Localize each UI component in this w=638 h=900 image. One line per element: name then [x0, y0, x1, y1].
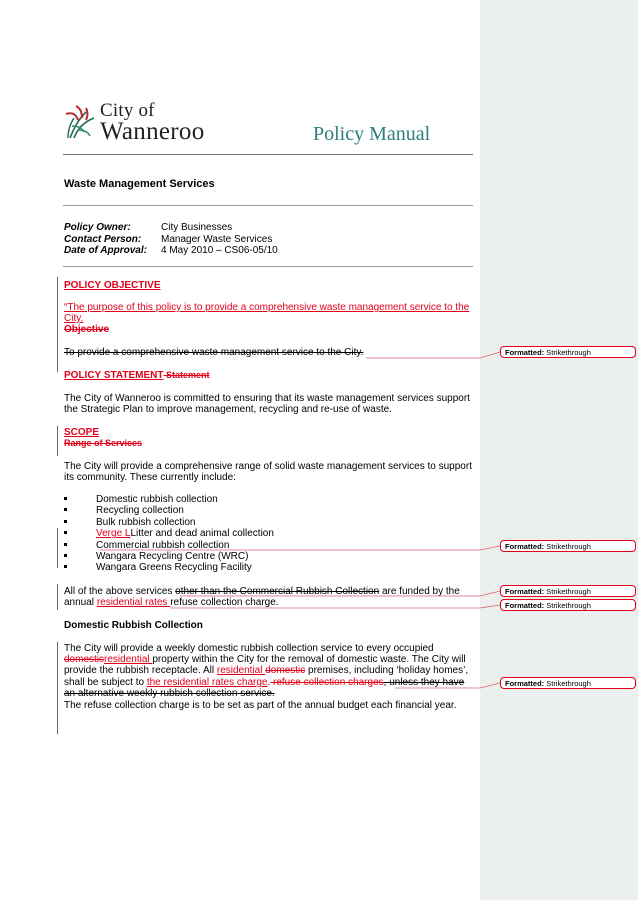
balloon-value: Strikethrough	[546, 679, 591, 688]
balloon-label: Formatted:	[505, 542, 545, 551]
deleted-text: , unless they have	[383, 677, 465, 688]
list-item-text: Wangara Greens Recycling Facility	[96, 562, 252, 574]
statement-text: the Strategic Plan to improve management, recycling and re-use of waste.	[64, 404, 392, 415]
document-title: Waste Management Services	[64, 178, 215, 190]
inserted-text: the residential rates charge	[146, 677, 268, 688]
objective-deleted-heading: Objective	[64, 324, 110, 335]
change-bar	[57, 277, 58, 372]
statement-text: The City of Wanneroo is committed to ensuring that its waste management services support	[64, 393, 470, 404]
bullet-icon	[64, 531, 67, 534]
funding-text-line2	[64, 597, 279, 608]
inserted-text: Verge L	[96, 528, 131, 540]
text-run: refuse collection charge.	[170, 597, 279, 608]
balloon-value: Strikethrough	[546, 587, 591, 596]
balloon-value: Strikethrough	[546, 542, 591, 551]
city-logo	[64, 100, 214, 146]
domestic-text	[64, 677, 464, 688]
header-divider	[63, 154, 473, 155]
markup-pane	[480, 0, 638, 900]
scope-text: its community. These currently include:	[64, 472, 236, 483]
bullet-icon	[64, 508, 67, 511]
bullet-icon	[64, 520, 67, 523]
statement-deleted-word	[163, 370, 209, 380]
bullet-icon	[64, 565, 67, 568]
scope-deleted-heading: Range of Services	[64, 438, 143, 448]
text-run: annual	[64, 597, 97, 608]
deleted-text: other than the Commercial Rubbish Collection	[175, 586, 380, 597]
scope-text: The City will provide a comprehensive range of solid waste management services to support	[64, 461, 472, 472]
statement-heading: POLICY STATEMENT	[64, 370, 164, 381]
comment-balloon[interactable]	[500, 540, 636, 552]
change-bar	[57, 426, 58, 456]
objective-inserted-line: City.	[64, 313, 84, 324]
meta-divider	[63, 266, 473, 267]
bullet-icon	[64, 543, 67, 546]
domestic-deleted-text: an alternative weekly rubbish collection service.	[64, 688, 275, 699]
text-run: property within the City for the removal of domestic waste. The City will	[152, 654, 466, 665]
funding-text-line1	[64, 586, 460, 597]
balloon-label: Formatted:	[505, 601, 545, 610]
title-divider	[63, 205, 473, 206]
kangaroo-paw-logo-icon	[64, 100, 98, 140]
objective-deleted-text: To provide a comprehensive waste management service to the City.	[64, 347, 364, 358]
change-bar	[57, 642, 58, 734]
domestic-text: The City will provide a weekly domestic rubbish collection service to every occupied	[64, 643, 434, 654]
comment-balloon[interactable]	[500, 599, 636, 611]
balloon-value: Strikethrough	[546, 348, 591, 357]
logo-text-city-of: City of	[100, 100, 155, 121]
domestic-text: The refuse collection charge is to be set as part of the annual budget each financial year.	[64, 700, 457, 711]
balloon-label: Formatted:	[505, 348, 545, 357]
statement-heading-line	[64, 370, 209, 381]
inserted-text: residential rates	[96, 597, 171, 608]
meta-value: 4 May 2010 – CS06-05/10	[161, 245, 278, 256]
scope-heading: SCOPE	[64, 427, 100, 438]
inserted-text: residential	[104, 654, 153, 665]
balloon-value: Strikethrough	[546, 601, 591, 610]
text-run: .	[267, 677, 271, 688]
comment-balloon[interactable]	[500, 346, 636, 358]
bullet-icon	[64, 554, 67, 557]
change-bar	[57, 528, 58, 568]
domestic-text	[64, 654, 466, 665]
deleted-text: domestic	[64, 654, 105, 665]
domestic-text	[64, 665, 468, 676]
meta-value: Manager Waste Services	[161, 234, 273, 245]
comment-balloon[interactable]	[500, 677, 636, 689]
logo-text-wanneroo: Wanneroo	[100, 118, 205, 145]
list-item-text	[96, 528, 274, 539]
list-item-text: Commercial rubbish collection	[96, 539, 230, 551]
bullet-icon	[64, 497, 67, 500]
list-item-text: Bulk rubbish collection	[96, 516, 196, 528]
meta-label: Contact Person:	[64, 234, 142, 245]
domestic-heading: Domestic Rubbish Collection	[64, 620, 203, 631]
list-item-text: Recycling collection	[96, 505, 184, 517]
text-run: are funded by the	[379, 586, 460, 597]
deleted-text: domestic	[265, 665, 306, 676]
comment-balloon[interactable]	[500, 585, 636, 597]
text-run: provide the rubbish receptacle. All	[64, 665, 217, 676]
meta-value: City Businesses	[161, 222, 233, 233]
meta-label: Date of Approval:	[64, 245, 147, 256]
objective-heading: POLICY OBJECTIVE	[64, 280, 161, 291]
balloon-label: Formatted:	[505, 587, 545, 596]
list-item-label: Litter and dead animal collection	[130, 528, 274, 540]
deleted-text: refuse collection charges	[270, 677, 384, 688]
list-item-text: Domestic rubbish collection	[96, 494, 218, 505]
balloon-label: Formatted:	[505, 679, 545, 688]
list-item-text: Wangara Recycling Centre (WRC)	[96, 551, 249, 562]
statement-deleted-text: Statement	[165, 370, 210, 380]
text-run: All of the above services	[64, 586, 176, 597]
meta-label: Policy Owner:	[64, 222, 131, 233]
policy-manual-title: Policy Manual	[313, 123, 431, 145]
text-run: premises, including ‘holiday homes’,	[305, 665, 469, 676]
inserted-text: residential	[216, 665, 266, 676]
change-bar	[57, 584, 58, 610]
text-run: shall be subject to	[64, 677, 147, 688]
objective-inserted-line: “The purpose of this policy is to provide a comprehensive waste management service to the	[64, 302, 470, 313]
